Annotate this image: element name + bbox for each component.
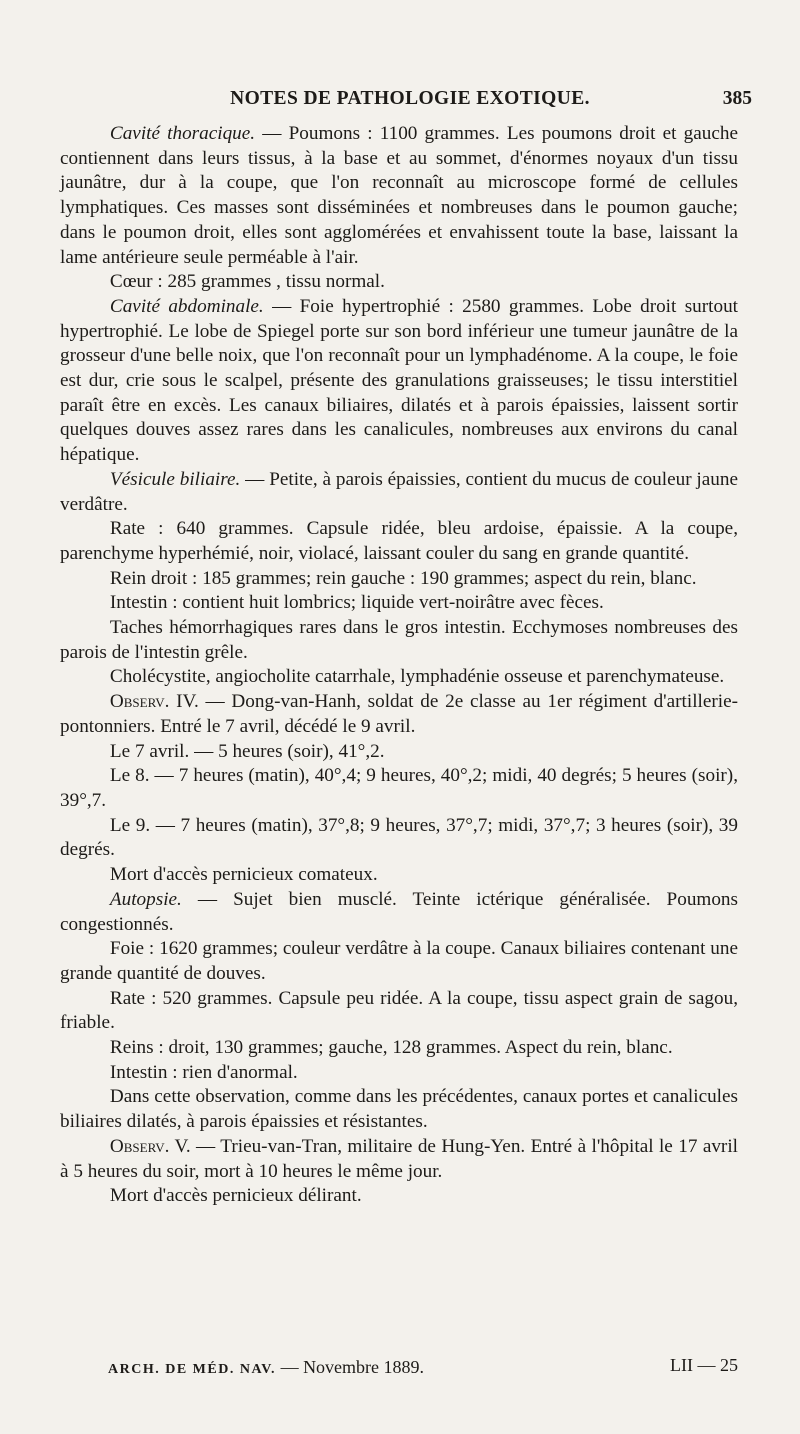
paragraph-text: Mort d'accès pernicieux comateux. (109, 864, 378, 886)
paragraph-text: Dans cette observation, comme dans les précédentes, canaux portes et canalicules biliaires dilatés, à parois épaissies et résistantes. (60, 1086, 738, 1133)
paragraph (60, 567, 738, 592)
body-text (60, 122, 738, 1209)
footer-journal-line (108, 1357, 424, 1378)
paragraph (60, 740, 738, 765)
paragraph-text: Rate : 520 grammes. Capsule peu ridée. A la coupe, tissu aspect grain de sagou, friable. (60, 987, 738, 1034)
observation-label: Observ. IV. (109, 691, 199, 713)
paragraph-lead: Vésicule biliaire. (109, 468, 241, 490)
paragraph (60, 1135, 738, 1184)
paragraph-lead: Cavité thoracique. (109, 123, 256, 144)
paragraph-text: Mort d'accès pernicieux délirant. (109, 1185, 362, 1207)
paragraph-text: — Foie hypertrophié : 2580 grammes. Lobe droit surtout hypertrophié. Le lobe de Spiegel porte sur son bord inférieur une tumeur jaunâtre de la grosseur d'une belle noix, que l'on reconnaît pour un lymphadénome. A la coupe, le foie est dur, crie sous le scalpel, présente des granulations graisseuses; le tissu interstitiel paraît être en excès. Les canaux biliaires, dilatés et à parois épaissies, laissent sortir quelques douves assez rares dans les canalicules, nombreuses aux environs du canal hépatique. (60, 295, 738, 466)
paragraph (60, 937, 738, 986)
paragraph-text: Le 7 avril. — 5 heures (soir), 41°,2. (109, 740, 385, 762)
paragraph (60, 888, 738, 937)
paragraph (60, 690, 738, 739)
page-footer (100, 1355, 760, 1381)
paragraph (60, 665, 738, 690)
paragraph (60, 1061, 738, 1086)
paragraph-lead: Autopsie. (109, 888, 182, 910)
paragraph (60, 616, 738, 665)
paragraph (60, 517, 738, 566)
paragraph-text: Cœur : 285 grammes , tissu normal. (109, 271, 385, 293)
paragraph-text: — Dong-van-Hanh, soldat de 2e classe au 1er régiment d'artillerie-pontonniers. Entré le 7 avril, décédé le 9 avril. (60, 691, 738, 737)
running-header (60, 88, 760, 114)
paragraph-text: Intestin : rien d'anormal. (109, 1061, 298, 1083)
running-title: NOTES DE PATHOLOGIE EXOTIQUE. (230, 88, 590, 109)
paragraph (60, 863, 738, 888)
paragraph-text: Le 9. — 7 heures (matin), 37°,8; 9 heures, 37°,7; midi, 37°,7; 3 heures (soir), 39 degrés. (60, 814, 738, 861)
footer-signature: LII — 25 (670, 1355, 738, 1375)
footer-date: — Novembre 1889. (276, 1357, 425, 1377)
paragraph (60, 1184, 738, 1209)
paragraph (60, 987, 738, 1036)
paragraph (60, 270, 738, 295)
paragraph (60, 814, 738, 863)
paragraph-text: Rate : 640 grammes. Capsule ridée, bleu ardoise, épaissie. A la coupe, parenchyme hyperhémié, noir, violacé, laissant couler du sang en grande quantité. (60, 518, 738, 564)
paragraph-text: — Petite, à parois épaissies, contient du mucus de couleur jaune verdâtre. (60, 468, 738, 515)
paragraph-text: Le 8. — 7 heures (matin), 40°,4; 9 heures, 40°,2; midi, 40 degrés; 5 heures (soir), 39°,7. (60, 765, 738, 811)
paragraph-text: — Poumons : 1100 grammes. Les poumons droit et gauche contiennent dans leurs tissus, à la base et au sommet, d'énormes noyaux d'un tissu jaunâtre, dur à la coupe, que l'on reconnaît au microscope formé de cellules lymphatiques. Ces masses sont disséminées et nombreuses dans le poumon gauche; dans le poumon droit, elles sont agglomérées et envahissent toute la base, laissant la lame antérieure seule perméable à l'air. (60, 123, 738, 268)
paragraph (60, 122, 738, 270)
paragraph (60, 1036, 738, 1061)
paragraph-text: Cholécystite, angiocholite catarrhale, lymphadénie osseuse et parenchymateuse. (109, 666, 725, 688)
paragraph (60, 764, 738, 813)
paragraph-text: Rein droit : 185 grammes; rein gauche : 190 grammes; aspect du rein, blanc. (109, 567, 697, 589)
paragraph-text: — Sujet bien musclé. Teinte ictérique généralisée. Poumons congestionnés. (60, 888, 738, 935)
footer-journal: ARCH. DE MÉD. NAV. (108, 1362, 277, 1377)
paragraph-text: — Trieu-van-Tran, militaire de Hung-Yen. Entré à l'hôpital le 17 avril à 5 heures du soir, mort à 10 heures le même jour. (60, 1135, 738, 1182)
page-number: 385 (722, 88, 752, 109)
paragraph-text: Taches hémorrhagiques rares dans le gros intestin. Ecchymoses nombreuses des parois de l'intestin grêle. (60, 617, 738, 663)
paragraph (60, 295, 738, 468)
paragraph-lead: Cavité abdominale. (109, 295, 264, 317)
paragraph-text: Intestin : contient huit lombrics; liquide vert-noirâtre avec fèces. (109, 592, 604, 614)
paragraph-text: Reins : droit, 130 grammes; gauche, 128 grammes. Aspect du rein, blanc. (109, 1037, 673, 1059)
observation-label: Observ. V. (109, 1135, 191, 1157)
paragraph-text: Foie : 1620 grammes; couleur verdâtre à la coupe. Canaux biliaires contenant une grande quantité de douves. (60, 938, 738, 984)
paragraph (60, 591, 738, 616)
paragraph (60, 468, 738, 517)
paragraph (60, 1085, 738, 1134)
